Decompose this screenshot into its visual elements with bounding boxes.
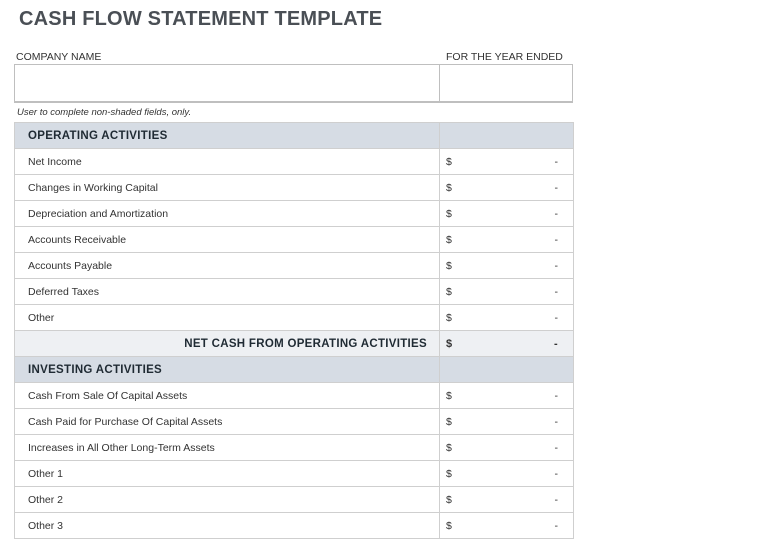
total-label: NET CASH FROM OPERATING ACTIVITIES xyxy=(15,331,440,357)
currency-symbol: $ xyxy=(446,155,452,168)
cash-flow-table xyxy=(14,122,574,539)
currency-symbol: $ xyxy=(446,259,452,272)
company-name-field[interactable] xyxy=(14,64,440,103)
currency-symbol: $ xyxy=(446,467,452,480)
instruction-note: User to complete non-shaded fields, only. xyxy=(17,107,192,118)
operating-line-item xyxy=(15,279,574,305)
currency-symbol: $ xyxy=(446,493,452,506)
amount-value xyxy=(440,390,573,402)
line-item-label: Net Income xyxy=(15,149,440,175)
line-item-label: Other 1 xyxy=(15,461,440,487)
investing-activities-header xyxy=(15,357,574,383)
line-item-label: Other xyxy=(15,305,440,331)
amount-cell[interactable] xyxy=(440,227,574,253)
investing-line-item xyxy=(15,409,574,435)
amount-value xyxy=(440,520,573,532)
operating-line-item xyxy=(15,201,574,227)
currency-symbol: $ xyxy=(446,441,452,454)
amount-value xyxy=(440,338,573,350)
amount-cell[interactable] xyxy=(440,305,574,331)
amount-cell[interactable] xyxy=(440,149,574,175)
amount-placeholder: - xyxy=(554,311,558,324)
amount-value xyxy=(440,416,573,428)
amount-value xyxy=(440,260,573,272)
amount-cell[interactable] xyxy=(440,487,574,513)
line-item-label: Increases in All Other Long-Term Assets xyxy=(15,435,440,461)
amount-cell[interactable] xyxy=(440,409,574,435)
investing-line-item xyxy=(15,487,574,513)
line-item-label: Depreciation and Amortization xyxy=(15,201,440,227)
amount-cell[interactable] xyxy=(440,279,574,305)
line-item-label: Changes in Working Capital xyxy=(15,175,440,201)
amount-value xyxy=(440,494,573,506)
amount-placeholder: - xyxy=(554,415,558,428)
line-item-label: Other 2 xyxy=(15,487,440,513)
line-item-label: Deferred Taxes xyxy=(15,279,440,305)
amount-placeholder: - xyxy=(554,259,558,272)
amount-value xyxy=(440,156,573,168)
year-ended-field[interactable] xyxy=(439,64,573,103)
currency-symbol: $ xyxy=(446,337,453,350)
investing-line-item xyxy=(15,461,574,487)
amount-value xyxy=(440,286,573,298)
amount-cell[interactable] xyxy=(440,461,574,487)
page-title: CASH FLOW STATEMENT TEMPLATE xyxy=(19,8,383,30)
amount-cell[interactable] xyxy=(440,435,574,461)
line-item-label: Other 3 xyxy=(15,513,440,539)
year-ended-label: FOR THE YEAR ENDED xyxy=(446,51,563,63)
operating-line-item xyxy=(15,227,574,253)
amount-cell[interactable] xyxy=(440,513,574,539)
operating-line-item xyxy=(15,305,574,331)
amount-cell[interactable] xyxy=(440,253,574,279)
currency-symbol: $ xyxy=(446,207,452,220)
amount-placeholder: - xyxy=(554,233,558,246)
currency-symbol: $ xyxy=(446,415,452,428)
section-heading: INVESTING ACTIVITIES xyxy=(15,357,440,383)
investing-line-item xyxy=(15,383,574,409)
investing-line-item xyxy=(15,513,574,539)
amount-placeholder: - xyxy=(554,207,558,220)
operating-line-item xyxy=(15,175,574,201)
amount-value xyxy=(440,312,573,324)
currency-symbol: $ xyxy=(446,285,452,298)
currency-symbol: $ xyxy=(446,311,452,324)
line-item-label: Accounts Payable xyxy=(15,253,440,279)
amount-value xyxy=(440,208,573,220)
total-amount-cell xyxy=(440,331,574,357)
line-item-label: Cash From Sale Of Capital Assets xyxy=(15,383,440,409)
amount-value xyxy=(440,468,573,480)
amount-placeholder: - xyxy=(554,389,558,402)
company-name-label: COMPANY NAME xyxy=(16,51,102,63)
amount-value xyxy=(440,182,573,194)
currency-symbol: $ xyxy=(446,519,452,532)
amount-placeholder: - xyxy=(554,181,558,194)
section-heading-blank xyxy=(440,123,574,149)
operating-line-item xyxy=(15,149,574,175)
amount-placeholder: - xyxy=(554,519,558,532)
currency-symbol: $ xyxy=(446,181,452,194)
currency-symbol: $ xyxy=(446,389,452,402)
amount-placeholder: - xyxy=(554,467,558,480)
operating-line-item xyxy=(15,253,574,279)
investing-line-item xyxy=(15,435,574,461)
amount-placeholder: - xyxy=(554,285,558,298)
amount-cell[interactable] xyxy=(440,175,574,201)
amount-placeholder: - xyxy=(554,493,558,506)
currency-symbol: $ xyxy=(446,233,452,246)
section-heading-blank xyxy=(440,357,574,383)
line-item-label: Cash Paid for Purchase Of Capital Assets xyxy=(15,409,440,435)
amount-value xyxy=(440,442,573,454)
operating-activities-header xyxy=(15,123,574,149)
amount-placeholder: - xyxy=(554,441,558,454)
amount-placeholder: - xyxy=(554,337,558,350)
section-heading: OPERATING ACTIVITIES xyxy=(15,123,440,149)
line-item-label: Accounts Receivable xyxy=(15,227,440,253)
amount-cell[interactable] xyxy=(440,383,574,409)
net-cash-operating-total xyxy=(15,331,574,357)
amount-placeholder: - xyxy=(554,155,558,168)
amount-cell[interactable] xyxy=(440,201,574,227)
amount-value xyxy=(440,234,573,246)
